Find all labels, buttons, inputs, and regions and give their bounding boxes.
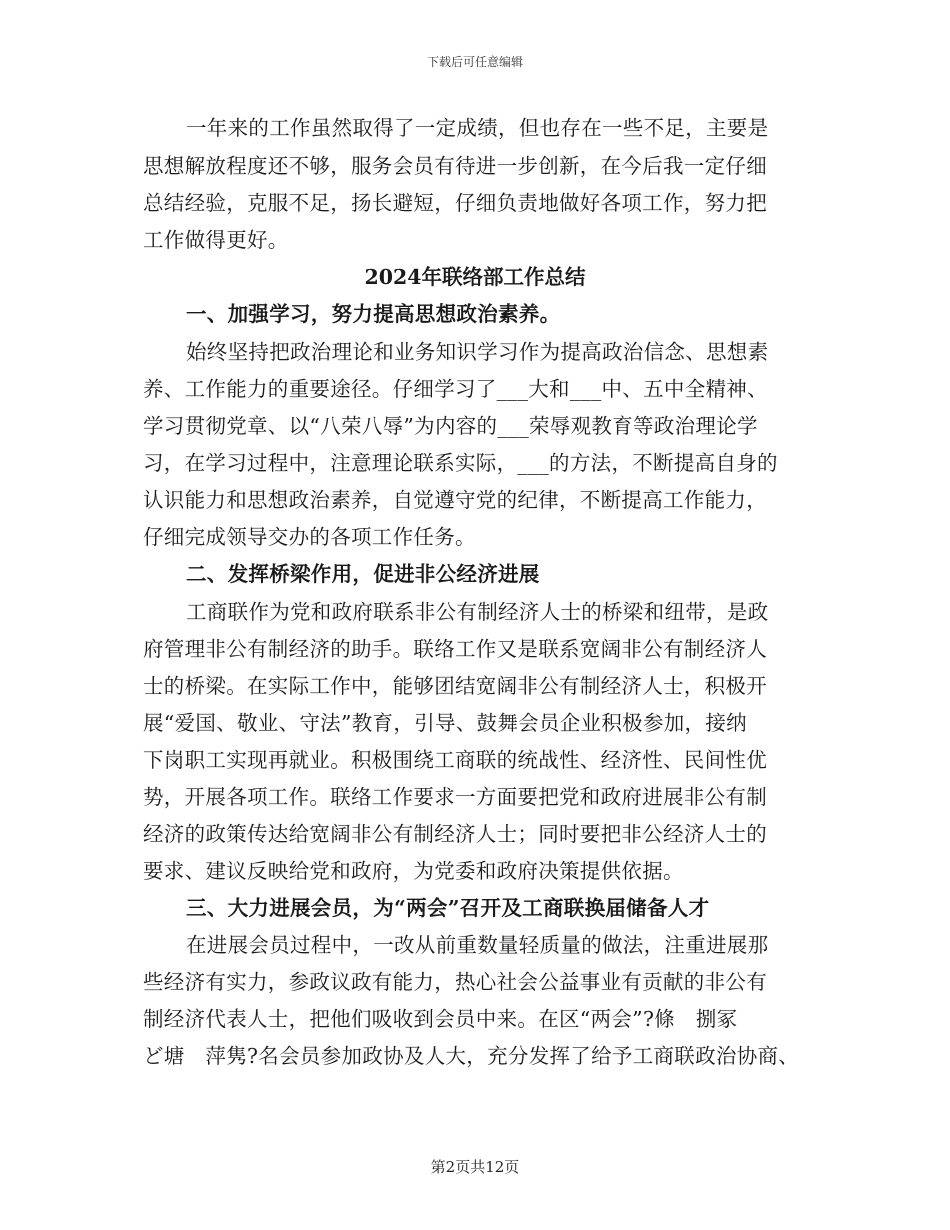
section-1-line: 学习贯彻党章、以“八荣八辱”为内容的___荣辱观教育等政治理论学 (143, 414, 758, 438)
section-1-heading: 一、加强学习，努力提高思想政治素养。 (186, 302, 561, 326)
section-3-line: 制经济代表人士，把他们吸收到会员中来。在区“两会”?條 捌冢 (143, 1007, 738, 1031)
section-2-line: 工商联作为党和政府联系非公有制经济人士的桥梁和纽带，是政 (186, 600, 769, 624)
section-3-line: ど塘 萍隽?名会员参加政协及人大，充分发挥了给予工商联政治协商、 (143, 1044, 800, 1068)
section-3-line: 在进展会员过程中，一改从前重数量轻质量的做法，注重进展那 (186, 933, 769, 957)
page-header-note: 下载后可任意编辑 (426, 55, 523, 69)
section-1-line: 始终坚持把政治理论和业务知识学习作为提高政治信念、思想素 (186, 340, 769, 364)
intro-line-2: 思想解放程度还不够，服务会员有待进一步创新，在今后我一定仔细 (143, 154, 767, 178)
section-3-line: 些经济有实力，参政议政有能力，热心社会公益事业有贡献的非公有 (143, 970, 767, 994)
section-2-line: 经济的政策传达给宽阔非公有制经济人士；同时要把非公经济人士的 (143, 822, 767, 846)
intro-line-3: 总结经验，克服不足，扬长避短，仔细负责地做好各项工作，努力把 (143, 191, 767, 215)
section-1-line: 仔细完成领导交办的各项工作任务。 (143, 525, 476, 549)
section-2-line: 势，开展各项工作。联络工作要求一方面要把党和政府进展非公有制 (143, 785, 767, 809)
section-2-line: 展“爱国、敬业、守法”教育，引导、鼓舞会员企业积极参加，接纳 (143, 711, 747, 735)
section-2-line: 下岗职工实现再就业。积极围绕工商联的统战性、经济性、民间性优 (143, 748, 767, 772)
section-2-heading: 二、发挥桥梁作用，促进非公经济进展 (186, 562, 540, 586)
section-2-line: 府管理非公有制经济的助手。联络工作又是联系宽阔非公有制经济人 (143, 637, 767, 661)
section-1-line: 习，在学习过程中，注意理论联系实际，___的方法，不断提高自身的 (143, 451, 778, 475)
section-2-line: 士的桥梁。在实际工作中，能够团结宽阔非公有制经济人士，积极开 (143, 674, 767, 698)
section-2-line: 要求、建议反映给党和政府，为党委和政府决策提供依据。 (143, 859, 684, 883)
page-footer-number: 第2页共12页 (430, 1158, 520, 1176)
section-1-line: 认识能力和思想政治素养，自觉遵守党的纪律，不断提高工作能力， (143, 488, 767, 512)
section-1-line: 养、工作能力的重要途径。仔细学习了___大和___中、五中全精神、 (143, 377, 768, 401)
intro-line-1: 一年来的工作虽然取得了一定成绩，但也存在一些不足，主要是 (186, 116, 769, 140)
section-3-heading: 三、大力进展会员，为“两会”召开及工商联换届储备人才 (186, 896, 710, 920)
document-title: 2024年联络部工作总结 (364, 265, 586, 289)
intro-line-4: 工作做得更好。 (143, 228, 289, 252)
